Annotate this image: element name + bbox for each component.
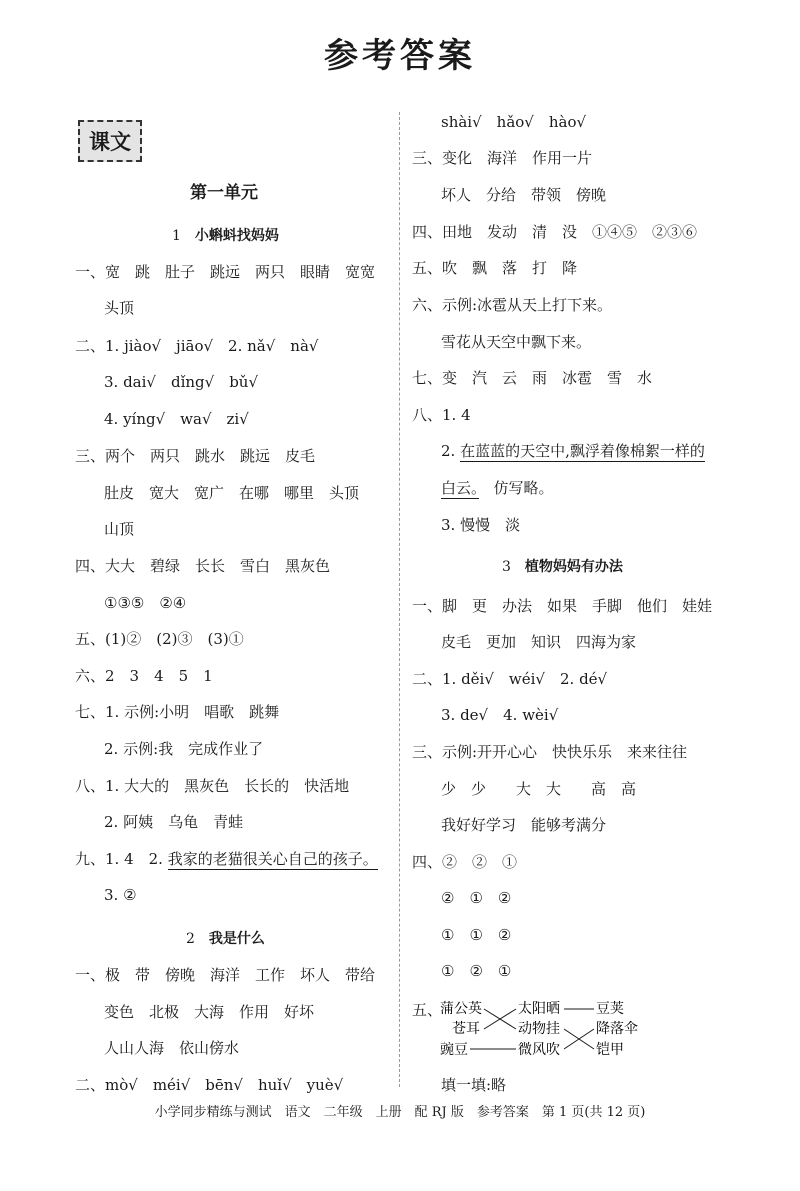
- lesson-heading: [502, 556, 623, 576]
- lesson-name: 植物妈妈有办法: [524, 559, 623, 575]
- answer-text: 仿写略。: [478, 479, 554, 497]
- lesson-name: 小蝌蚪找妈妈: [194, 228, 279, 244]
- unit-heading: 第一单元: [190, 183, 258, 203]
- answer-line: 二、1. děi√ wéi√ 2. dé√: [412, 670, 608, 688]
- answer-line: 一、宽 跳 肚子 跳远 两只 眼睛 宽宽: [75, 263, 376, 281]
- match-left-item: 豌豆: [440, 1042, 468, 1058]
- answer-line: 坏人 分给 带领 傍晚: [441, 186, 607, 204]
- answer-line: 二、mò√ méi√ bēn√ huǐ√ yuè√: [75, 1076, 344, 1094]
- page-title: 参考答案: [324, 36, 476, 76]
- section-badge: 课文: [78, 120, 142, 162]
- answer-line: 六、2 3 4 5 1: [75, 667, 213, 685]
- answer-line: 填一填:略: [441, 1076, 507, 1094]
- answer-line: 四、田地 发动 清 没 ①④⑤ ②③⑥: [412, 223, 698, 241]
- answer-line: 一、极 带 傍晚 海洋 工作 坏人 带给: [75, 966, 376, 984]
- answer-line: 人山人海 依山傍水: [104, 1039, 240, 1057]
- answer-line: 皮毛 更加 知识 四海为家: [441, 633, 637, 651]
- lesson-heading: [186, 928, 265, 948]
- answer-line: 七、变 汽 云 雨 冰雹 雪 水: [412, 369, 653, 387]
- match-mid-item: 微风吹: [518, 1042, 560, 1058]
- answer-line: [441, 478, 554, 498]
- answer-line: 变色 北极 大海 作用 好坏: [104, 1003, 315, 1021]
- lesson-name: 我是什么: [208, 931, 265, 947]
- answer-line: 三、示例:开开心心 快快乐乐 来来往往: [412, 743, 688, 761]
- answer-line: 五、吹 飘 落 打 降: [412, 259, 578, 277]
- answer-line: 二、1. jiào√ jiāo√ 2. nǎ√ nà√: [75, 337, 319, 355]
- answer-line: 3. de√ 4. wèi√: [441, 706, 559, 724]
- column-divider: [399, 112, 400, 1087]
- answer-line: 四、大大 碧绿 长长 雪白 黑灰色: [75, 557, 331, 575]
- answer-line: 七、1. 示例:小明 唱歌 跳舞: [75, 703, 280, 721]
- lesson-number: 1: [172, 228, 181, 244]
- answer-prefix: 九、1. 4 2.: [75, 850, 168, 868]
- match-right-item: 铠甲: [596, 1042, 624, 1058]
- answer-line: shài√ hǎo√ hào√: [441, 113, 587, 131]
- answer-line: 2. 示例:我 完成作业了: [104, 740, 264, 758]
- answer-line: ② ① ②: [441, 889, 512, 907]
- match-left-item: 苍耳: [452, 1021, 480, 1037]
- answer-line: ① ② ①: [441, 962, 512, 980]
- answer-line: 头顶: [104, 299, 135, 317]
- match-mid-item: 动物挂: [518, 1021, 560, 1037]
- answer-line: 3. 慢慢 淡: [441, 516, 521, 534]
- answer-line: 3. dai√ dǐng√ bǔ√: [104, 373, 259, 391]
- lesson-number: 3: [502, 559, 511, 575]
- lesson-heading: [172, 225, 279, 245]
- underlined-answer: 在蓝蓝的天空中,飘浮着像棉絮一样的: [460, 442, 705, 460]
- answer-prefix: 2.: [441, 442, 461, 460]
- answer-line: 五、: [412, 1001, 443, 1019]
- answer-line: [75, 849, 378, 869]
- match-right-item: 豆荚: [596, 1001, 624, 1017]
- answer-line: 少 少 大 大 高 高: [441, 780, 637, 798]
- answer-line: 三、变化 海洋 作用一片: [412, 149, 593, 167]
- answer-line: 肚皮 宽大 宽广 在哪 哪里 头顶: [104, 484, 360, 502]
- answer-line: 八、1. 4: [412, 406, 471, 424]
- answer-line: 4. yíng√ wa√ zi√: [104, 410, 249, 428]
- answer-line: 五、(1)② (2)③ (3)①: [75, 630, 244, 648]
- answer-line: 六、示例:冰雹从天上打下来。: [412, 296, 613, 314]
- answer-line: ① ① ②: [441, 926, 512, 944]
- underlined-answer: 我家的老猫很关心自己的孩子。: [167, 850, 378, 868]
- answer-line: ①③⑤ ②④: [104, 594, 187, 612]
- answer-line: 八、1. 大大的 黑灰色 长长的 快活地: [75, 777, 350, 795]
- answer-line: 一、脚 更 办法 如果 手脚 他们 娃娃: [412, 597, 713, 615]
- answer-line: 2. 阿姨 乌龟 青蛙: [104, 813, 244, 831]
- underlined-answer: 白云。: [441, 479, 479, 497]
- answer-line: 我好好学习 能够考满分: [441, 816, 607, 834]
- answer-line: 雪花从天空中飘下来。: [441, 333, 592, 351]
- match-left-item: 蒲公英: [440, 1001, 482, 1017]
- page-footer: 小学同步精练与测试 语文 二年级 上册 配 RJ 版 参考答案 第 1 页(共 12 页): [154, 1105, 646, 1120]
- match-right-item: 降落伞: [596, 1021, 638, 1037]
- answer-line: 3. ②: [104, 886, 137, 904]
- matching-diagram: [440, 999, 660, 1063]
- answer-line: [441, 441, 705, 461]
- lesson-number: 2: [186, 931, 195, 947]
- answer-line: 三、两个 两只 跳水 跳远 皮毛: [75, 447, 316, 465]
- answer-line: 山顶: [104, 520, 135, 538]
- match-mid-item: 太阳晒: [518, 1001, 560, 1017]
- answer-line: 四、② ② ①: [412, 853, 518, 871]
